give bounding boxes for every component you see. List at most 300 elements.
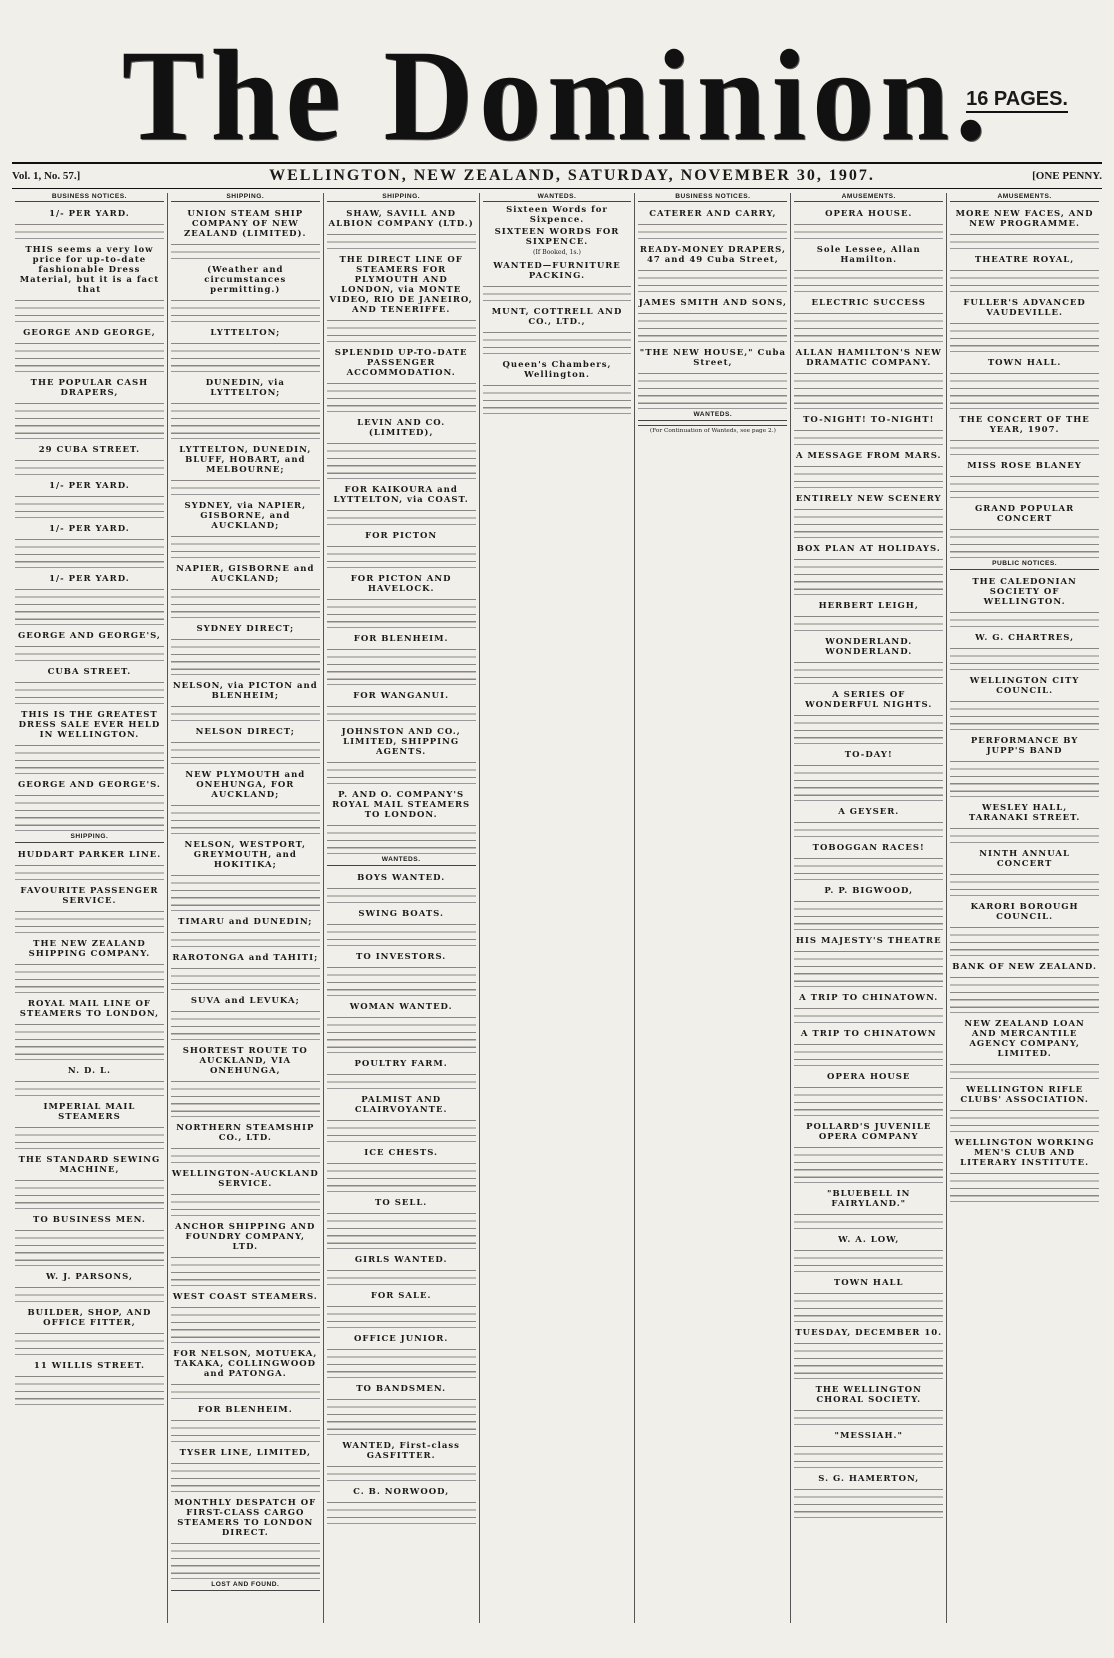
advertisement [15,324,164,372]
section-heading: BUSINESS NOTICES. [15,193,164,202]
ad-heading: GIRLS WANTED. [354,1254,448,1265]
ad-heading: N. D. L. [67,1065,111,1076]
advertisement [171,913,320,947]
ad-heading: SWING BOATS. [358,908,444,919]
ad-heading: OFFICE JUNIOR. [354,1333,449,1344]
ad-body-rule [15,1124,164,1145]
advertisement [15,995,164,1060]
ad-body-rule [171,739,320,760]
ad-heading: FOR KAIKOURA and LYTTELTON, via COAST. [333,485,469,506]
ad-heading: W. J. PARSONS, [45,1271,133,1282]
ad-body-rule [794,267,943,288]
ad-body-rule [950,267,1099,288]
ad-heading: TOBOGGAN RACES! [812,843,925,854]
ad-heading: Sole Lessee, Allan Hamilton. [816,245,921,266]
column-4 [480,193,636,1623]
advertisement [794,932,943,987]
advertisement [171,374,320,439]
ad-body-rule [171,1460,320,1488]
ad-heading: DUNEDIN, via LYTTELTON; [205,378,285,399]
section-heading: AMUSEMENTS. [950,193,1099,202]
advertisement [15,1211,164,1266]
rates-notice [483,205,632,256]
advertisement [327,1483,476,1524]
ad-body-rule [327,596,476,624]
ad-heading: WELLINGTON RIFLE CLUBS' ASSOCIATION. [960,1084,1089,1105]
advertisement [794,686,943,744]
section-heading: WANTEDS. [638,411,787,420]
ad-heading: C. B. NORWOOD, [353,1486,450,1497]
ad-heading: GEORGE AND GEORGE'S, [17,631,161,642]
ad-heading: FOR NELSON, MOTUEKA, TAKAKA, COLLINGWOOD and PATONGA. [173,1349,318,1380]
ad-body-rule [794,1290,943,1318]
ad-body-rule [950,526,1099,554]
ad-heading: SHAW, SAVILL AND ALBION COMPANY (LTD.) [328,209,474,230]
rates-line: (If Booked, 1s.) [533,249,581,257]
ad-body-rule [15,340,164,368]
advertisement [794,540,943,595]
ad-heading: JOHNSTON AND CO., LIMITED, SHIPPING AGENTS. [341,727,461,758]
ad-body-rule [171,636,320,671]
advertisement [950,251,1099,292]
ad-body-rule [15,908,164,929]
ad-body-rule [15,1330,164,1351]
ad-heading: WONDERLAND. WONDERLAND. [825,637,913,658]
ad-heading: POULTRY FARM. [354,1058,448,1069]
ad-list [15,205,164,831]
advertisement [171,992,320,1040]
ad-body-rule [950,825,1099,839]
ad-heading: ROYAL MAIL LINE OF STEAMERS TO LONDON, [19,998,160,1019]
advertisement [15,935,164,993]
advertisement [794,205,943,239]
ad-list [171,205,320,1579]
ad-body-rule [15,1177,164,1205]
ad-heading: TUESDAY, DECEMBER 10. [795,1328,943,1339]
advertisement [171,620,320,675]
ad-body-rule [171,802,320,830]
ad-heading: Queen's Chambers, Wellington. [502,359,612,380]
ad-heading: P. AND O. COMPANY'S ROYAL MAIL STEAMERS TO LONDON. [332,790,471,821]
ad-heading: LYTTELTON; [210,328,281,339]
ad-body-rule [327,507,476,521]
advertisement [15,846,164,880]
ad-body-rule [171,1381,320,1395]
ad-body-rule [794,712,943,740]
ad-heading: WELLINGTON CITY COUNCIL. [969,675,1080,696]
advertisement [171,1042,320,1117]
ad-heading: GEORGE AND GEORGE, [23,328,156,339]
advertisement [171,949,320,990]
ad-body-rule [327,1210,476,1245]
ad-heading: FOR WANGANUI. [353,691,450,702]
ad-heading: A MESSAGE FROM MARS. [795,451,942,462]
advertisement [327,1380,476,1435]
ad-heading: SYDNEY DIRECT; [196,624,295,635]
advertisement [15,441,164,475]
ad-body-rule [327,231,476,245]
ad-heading: 1/- PER YARD. [49,524,130,535]
column-7 [947,193,1102,1623]
ad-body-rule [794,1084,943,1112]
ad-heading: THIS seems a very low price for up-to-date fashionable Dress Material, but it is a fact that [19,245,160,296]
advertisement [327,205,476,249]
dateline: WELLINGTON, NEW ZEALAND, SATURDAY, NOVEMBER 30, 1907. [269,167,875,184]
ad-body-rule [794,1211,943,1225]
advertisement [327,998,476,1053]
advertisement [794,1118,943,1183]
ad-body-rule [327,646,476,681]
ad-body-rule [15,679,164,700]
ad-body-rule [15,297,164,318]
ad-body-rule [171,1191,320,1212]
ad-body-rule [327,1463,476,1477]
ad-heading: WESLEY HALL, TARANAKI STREET. [968,802,1081,823]
ad-body-rule [15,1284,164,1298]
ad-heading: NINTH ANNUAL CONCERT [979,848,1070,869]
advertisement [171,497,320,558]
ad-body-rule [171,340,320,368]
advertisement [794,989,943,1023]
ad-body-rule [794,898,943,926]
ad-body-rule [794,1144,943,1179]
ad-heading: TOWN HALL. [987,358,1062,369]
advertisement [327,786,476,854]
ad-body-rule [171,1078,320,1113]
column-2 [168,193,324,1623]
ad-list [15,846,164,1405]
price: [ONE PENNY. [1032,170,1102,182]
ad-body-rule [171,477,320,491]
advertisement [794,1185,943,1229]
ad-body-rule [794,427,943,441]
advertisement [171,1345,320,1399]
ad-body-rule [171,400,320,435]
advertisement [638,205,787,239]
ad-body-rule [327,822,476,850]
rates-line: SIXTEEN WORDS FOR SIXPENCE. [494,227,620,248]
ad-heading: WELLINGTON WORKING MEN'S CLUB AND LITERARY INSTITUTE. [954,1137,1095,1168]
section-heading: PUBLIC NOTICES. [950,560,1099,569]
ad-body-rule [638,267,787,288]
masthead [12,8,1102,168]
ad-body-rule [171,533,320,554]
ad-heading: TYSER LINE, LIMITED, [179,1448,311,1459]
ad-heading: MORE NEW FACES, AND NEW PROGRAMME. [955,209,1094,230]
newspaper-page [12,8,1102,1642]
ad-heading: W. A. LOW, [838,1235,900,1246]
ad-body-rule [950,698,1099,726]
advertisement [15,776,164,831]
ad-heading: NELSON DIRECT; [195,727,295,738]
ad-heading: FOR SALE. [370,1290,432,1301]
ad-heading: THE NEW ZEALAND SHIPPING COMPANY. [28,938,151,959]
ad-body-rule [171,297,320,318]
advertisement [794,803,943,837]
advertisement [950,799,1099,843]
advertisement [327,570,476,628]
advertisement [950,205,1099,249]
ad-heading: (Weather and circumstances permitting.) [204,265,287,296]
ad-body-rule [327,1499,476,1520]
ad-heading: NAPIER, GISBORNE and AUCKLAND; [176,564,315,585]
ad-heading: POLLARD'S JUVENILE OPERA COMPANY [806,1122,932,1143]
ad-heading: MUNT, COTTRELL AND CO., LTD., [491,306,623,327]
ad-heading: A TRIP TO CHINATOWN. [799,993,939,1004]
ad-body-rule [15,400,164,435]
advertisement [327,1091,476,1142]
advertisement [15,1062,164,1096]
ad-body-rule [794,1340,943,1375]
ad-heading: BUILDER, SHOP, AND OFFICE FITTER, [27,1307,152,1328]
ad-body-rule [171,1304,320,1339]
advertisement [171,205,320,259]
ad-body-rule [794,855,943,876]
advertisement [171,1119,320,1163]
advertisement [327,1330,476,1378]
ad-list [794,205,943,1518]
ad-heading: A TRIP TO CHINATOWN [800,1029,937,1040]
advertisement [15,477,164,518]
ad-body-rule [171,1540,320,1575]
ad-body-rule [794,370,943,405]
section-heading: SHIPPING. [15,833,164,842]
advertisement [15,570,164,625]
ad-heading: BANK OF NEW ZEALAND. [952,961,1097,972]
ad-body-rule [950,871,1099,892]
advertisement [950,457,1099,498]
ad-heading: GEORGE AND GEORGE'S. [17,780,161,791]
advertisement [794,633,943,684]
ad-body-rule [15,742,164,770]
ad-heading: WELLINGTON-AUCKLAND SERVICE. [171,1169,319,1190]
ad-heading: THE CONCERT OF THE YEAR, 1907. [959,415,1090,436]
ad-heading: "THE NEW HOUSE," Cuba Street, [639,348,786,369]
advertisement [327,630,476,685]
ad-heading: FULLER'S ADVANCED VAUDEVILLE. [963,298,1086,319]
ad-body-rule [327,1071,476,1085]
advertisement [794,1274,943,1322]
ad-body-rule [327,1160,476,1188]
ad-heading: HERBERT LEIGH, [818,601,919,612]
ad-heading: ALLAN HAMILTON'S NEW DRAMATIC COMPANY. [795,348,942,369]
advertisement [483,257,632,301]
ad-body-rule [327,1346,476,1374]
advertisement [794,490,943,538]
ad-body-rule [327,759,476,780]
ad-list [638,205,787,409]
advertisement [950,1081,1099,1132]
advertisement [327,1437,476,1481]
column-1 [12,193,168,1623]
ad-heading: TO-NIGHT! TO-NIGHT! [803,415,935,426]
ad-body-rule [794,762,943,797]
ad-heading: HUDDART PARKER LINE. [17,849,162,860]
ad-body-rule [794,1005,943,1019]
advertisement [638,241,787,292]
ad-body-rule [327,964,476,992]
ad-heading: A GEYSER. [838,807,900,818]
ad-body-rule [327,1014,476,1049]
ad-heading: READY-MONEY DRAPERS, 47 and 49 Cuba Street, [639,245,786,266]
ad-body-rule [171,241,320,255]
advertisement [794,1381,943,1425]
ad-heading: W. G. CHARTRES, [975,632,1075,643]
advertisement [950,294,1099,352]
ad-heading: FOR PICTON [365,531,438,542]
ad-heading: LEVIN AND CO. (LIMITED), [357,418,446,439]
ad-heading: SUVA and LEVUKA; [190,996,300,1007]
ad-body-rule [15,792,164,827]
ad-body-rule [638,370,787,405]
advertisement [171,766,320,834]
section-heading: LOST AND FOUND. [171,1581,320,1590]
advertisement [15,706,164,774]
ad-body-rule [171,703,320,717]
advertisement [794,1470,943,1518]
advertisement [171,1288,320,1343]
advertisement [327,1287,476,1328]
advertisement [794,746,943,801]
ad-heading: SPLENDID UP-TO-DATE PASSENGER ACCOMMODATION. [334,348,468,379]
ad-body-rule [950,609,1099,623]
section-heading: AMUSEMENTS. [794,193,943,202]
ad-heading: 1/- PER YARD. [49,481,130,492]
advertisement [794,294,943,342]
advertisement [950,500,1099,558]
advertisement [483,356,632,414]
ad-list [950,205,1099,558]
ad-heading: TO BUSINESS MEN. [33,1214,146,1225]
ad-heading: THIS IS THE GREATEST DRESS SALE EVER HELD IN WELLINGTON. [18,710,161,741]
advertisement [950,672,1099,730]
ad-body-rule [327,1303,476,1324]
ad-heading: FAVOURITE PASSENGER SERVICE. [20,885,159,906]
ad-heading: FOR PICTON AND HAVELOCK. [350,574,452,595]
advertisement [794,1231,943,1272]
ad-body-rule [794,221,943,235]
ad-body-rule [171,1145,320,1159]
ad-body-rule [794,556,943,591]
volume-number: Vol. 1, No. 57.] [12,170,81,182]
ad-heading: UNION STEAM SHIP COMPANY OF NEW ZEALAND (LIMITED). [184,209,307,240]
rates-line: Sixteen Words for Sixpence. [506,205,608,226]
advertisement [171,1444,320,1492]
ad-heading: TIMARU and DUNEDIN; [178,917,313,928]
ad-body-rule [15,1227,164,1262]
advertisement [638,344,787,409]
ad-body-rule [950,370,1099,405]
ad-body-rule [950,231,1099,245]
ad-body-rule [327,1117,476,1138]
ad-heading: OPERA HOUSE. [825,209,913,220]
ad-heading: GRAND POPULAR CONCERT [974,504,1075,525]
ad-heading: THE WELLINGTON CHORAL SOCIETY. [815,1385,922,1406]
advertisement [15,1268,164,1302]
ad-body-rule [15,643,164,657]
ad-body-rule [171,1254,320,1282]
ad-body-rule [171,1417,320,1438]
advertisement [794,597,943,631]
ad-heading: FOR BLENHEIM. [353,634,449,645]
ad-body-rule [15,1021,164,1056]
ad-body-rule [15,961,164,989]
ad-body-rule [327,921,476,942]
ad-body-rule [638,310,787,338]
ad-heading: HIS MAJESTY'S THEATRE [795,936,942,947]
section-heading: BUSINESS NOTICES. [638,193,787,202]
advertisement [950,958,1099,1013]
advertisement [171,836,320,911]
advertisement [638,294,787,342]
ad-body-rule [794,506,943,534]
newspaper-title: The Dominion. [121,23,993,168]
ad-body-rule [171,1008,320,1036]
advertisement [327,723,476,784]
ad-body-rule [638,221,787,235]
ad-list [327,205,476,854]
ad-body-rule [950,320,1099,348]
advertisement [794,241,943,292]
advertisement [950,1015,1099,1079]
ad-body-rule [950,1061,1099,1075]
ad-body-rule [15,1078,164,1092]
advertisement [794,1324,943,1379]
ad-heading: JAMES SMITH AND SONS, [638,298,787,309]
advertisement [950,573,1099,627]
ad-body-rule [327,317,476,338]
columns [12,193,1102,1623]
ad-heading: NELSON, via PICTON and BLENHEIM; [172,681,318,702]
ad-heading: WANTED—FURNITURE PACKING. [493,260,621,281]
ad-body-rule [794,310,943,338]
ad-body-rule [950,974,1099,1009]
advertisement [15,520,164,568]
ad-heading: NORTHERN STEAMSHIP CO., LTD. [176,1123,315,1144]
ad-heading: PERFORMANCE BY JUPP'S BAND [970,735,1079,756]
section-heading: WANTEDS. [483,193,632,202]
ad-list [950,573,1099,1202]
advertisement [15,241,164,322]
ad-body-rule [794,1247,943,1268]
continuation-note: (For Continuation of Wanteds, see page 2.) [638,425,787,435]
ad-body-rule [483,382,632,410]
ad-heading: IMPERIAL MAIL STEAMERS [43,1101,136,1122]
ad-body-rule [327,703,476,717]
ad-heading: TOWN HALL [833,1278,904,1289]
ad-list [327,869,476,1524]
ad-heading: THEATRE ROYAL, [974,255,1075,266]
advertisement [171,1218,320,1286]
advertisement [950,1134,1099,1202]
advertisement [950,732,1099,797]
ad-list [483,257,632,414]
ad-heading: "BLUEBELL IN FAIRYLAND." [827,1189,911,1210]
ad-body-rule [15,493,164,514]
ad-heading: LYTTELTON, DUNEDIN, BLUFF, HOBART, and MELBOURNE; [179,445,312,476]
ad-heading: BOYS WANTED. [357,872,446,883]
ad-heading: NEW PLYMOUTH and ONEHUNGA, FOR AUCKLAND; [185,770,306,801]
ad-heading: CUBA STREET. [47,667,132,678]
ad-body-rule [15,457,164,471]
ad-heading: RAROTONGA and TAHITI; [172,953,319,964]
ad-body-rule [950,1170,1099,1198]
advertisement [327,687,476,721]
ad-heading: P. P. BIGWOOD, [824,886,914,897]
ad-heading: TO BANDSMEN. [356,1383,447,1394]
page-count: 16 PAGES. [966,88,1068,113]
advertisement [327,344,476,412]
